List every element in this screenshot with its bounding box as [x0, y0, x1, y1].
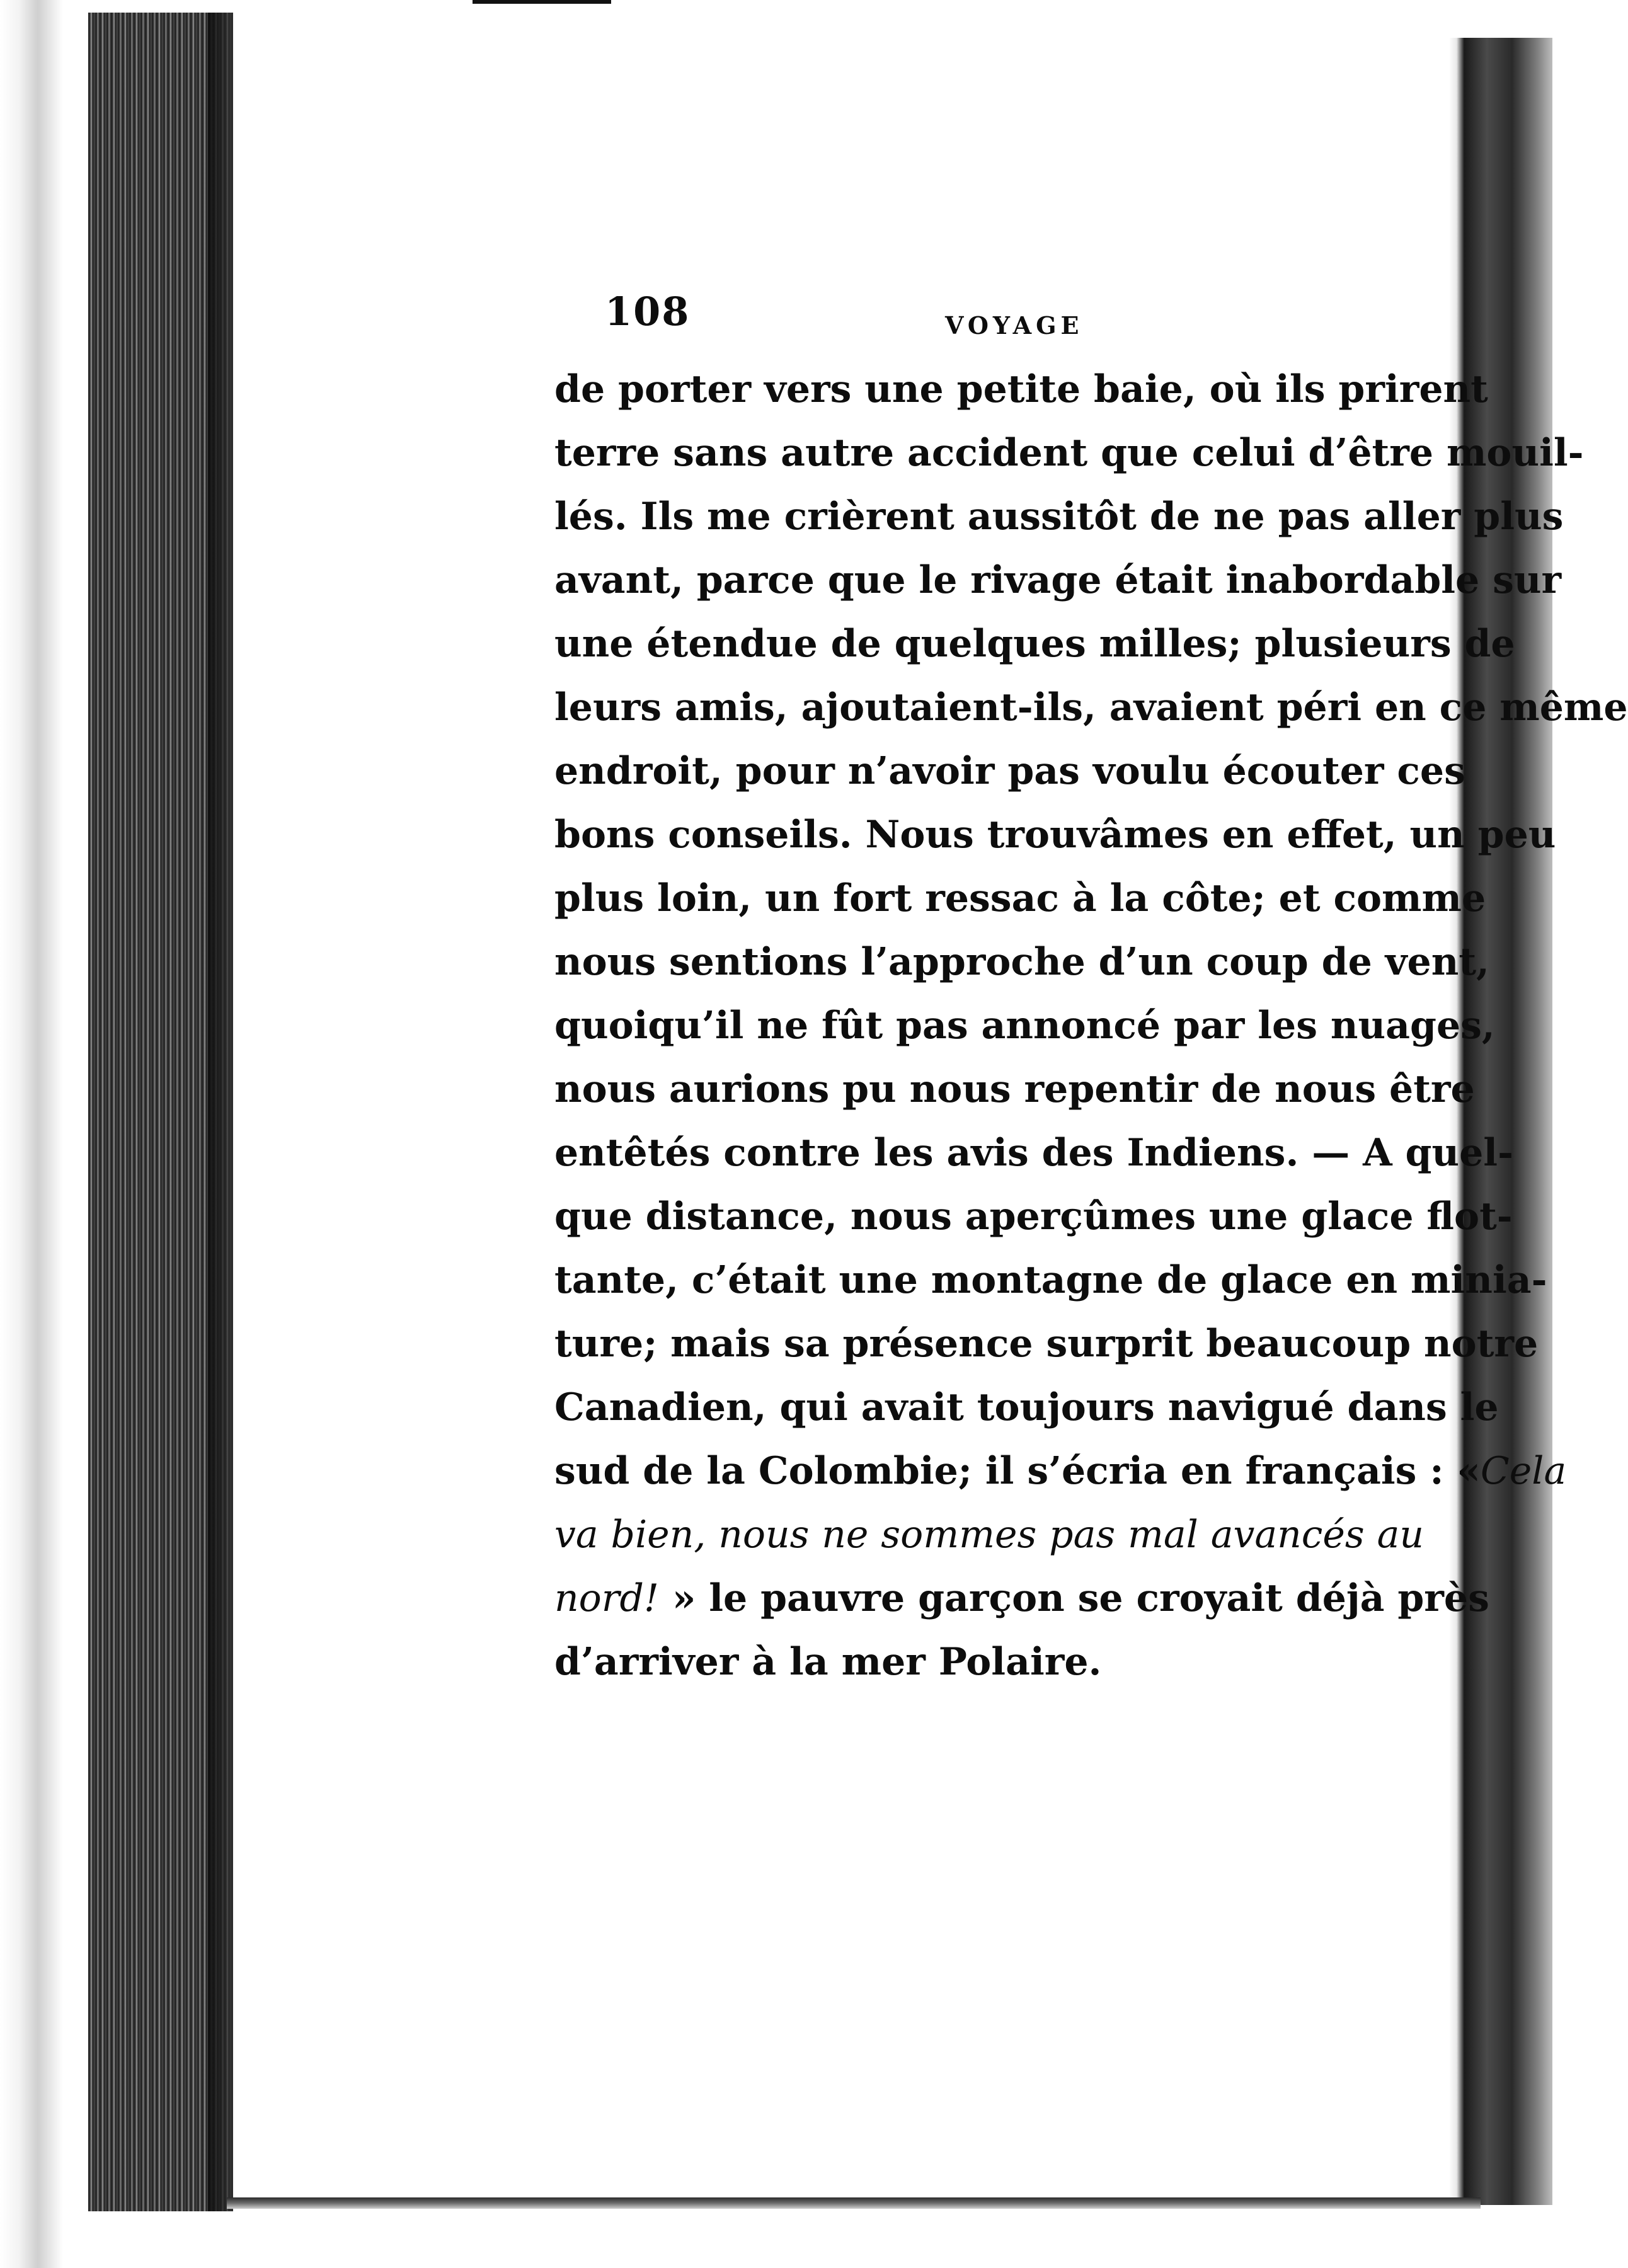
text-line [554, 803, 1556, 867]
text-segment: une étendue de quelques milles; plusieurs de [554, 622, 1515, 666]
text-line [554, 994, 1495, 1058]
text-segment: endroit, pour n’avoir pas voulu écouter ces [554, 749, 1465, 793]
italic-text: Cela [1480, 1449, 1567, 1493]
text-segment: leurs amis, ajoutaient-ils, avaient péri en ce même [554, 685, 1628, 730]
text-line [554, 1376, 1499, 1440]
text-line [554, 1121, 1514, 1185]
text-line [554, 421, 1584, 485]
text-segment: avant, parce que le rivage était inabordable sur [554, 558, 1562, 602]
text-line [554, 931, 1489, 994]
text-line [554, 549, 1562, 612]
text-segment: nous aurions pu nous repentir de nous être [554, 1067, 1475, 1111]
page-number: 108 [605, 289, 691, 335]
top-edge-mark [473, 0, 611, 4]
text-line [554, 485, 1564, 549]
text-segment: d’arriver à la mer Polaire. [554, 1640, 1102, 1684]
italic-text: nord! [554, 1576, 659, 1620]
text-segment: tante, c’était une montagne de glace en minia- [554, 1258, 1547, 1302]
text-line [554, 676, 1628, 740]
text-line [554, 740, 1465, 803]
text-line [554, 867, 1486, 931]
text-segment: quoiqu’il ne fût pas annoncé par les nuages, [554, 1004, 1495, 1048]
text-line [554, 1567, 1489, 1630]
text-segment: sud de la Colombie; il s’écria en français : « [554, 1449, 1481, 1493]
text-line [554, 1440, 1567, 1503]
text-segment: de porter vers une petite baie, où ils prirent [554, 367, 1488, 411]
text-line [554, 612, 1515, 676]
text-segment: plus loin, un fort ressac à la côte; et comme [554, 876, 1486, 920]
text-segment: nous sentions l’approche d’un coup de vent, [554, 940, 1489, 984]
page-bottom-edge [227, 2197, 1481, 2209]
text-line [554, 1630, 1424, 1694]
text-line [554, 1058, 1475, 1121]
text-segment: lés. Ils me crièrent aussitôt de ne pas aller plus [554, 495, 1564, 539]
text-segment: » le pauvre garçon se croyait déjà près [658, 1576, 1489, 1620]
text-segment: terre sans autre accident que celui d’être mouil- [554, 431, 1584, 475]
scanner-background [0, 0, 88, 2268]
text-segment: Canadien, qui avait toujours navigué dans le [554, 1385, 1499, 1429]
text-line [554, 1312, 1539, 1376]
running-head [554, 289, 1424, 358]
running-title: VOYAGE [945, 311, 1084, 340]
italic-text: va bien, nous ne sommes pas mal avancés au [554, 1513, 1424, 1557]
text-block [554, 289, 1628, 1694]
text-line [554, 1249, 1547, 1312]
body-text [554, 358, 1628, 1694]
text-segment: ture; mais sa présence surprit beaucoup notre [554, 1322, 1539, 1366]
text-line [554, 358, 1488, 421]
text-segment: bons conseils. Nous trouvâmes en effet, un peu [554, 813, 1556, 857]
text-line [554, 1185, 1513, 1249]
page-edges [88, 13, 233, 2211]
right-page-edge [1449, 38, 1552, 2205]
text-segment: entêtés contre les avis des Indiens. — A quel- [554, 1131, 1514, 1175]
text-segment: que distance, nous aperçûmes une glace flot- [554, 1194, 1513, 1239]
text-line [554, 1503, 1424, 1567]
